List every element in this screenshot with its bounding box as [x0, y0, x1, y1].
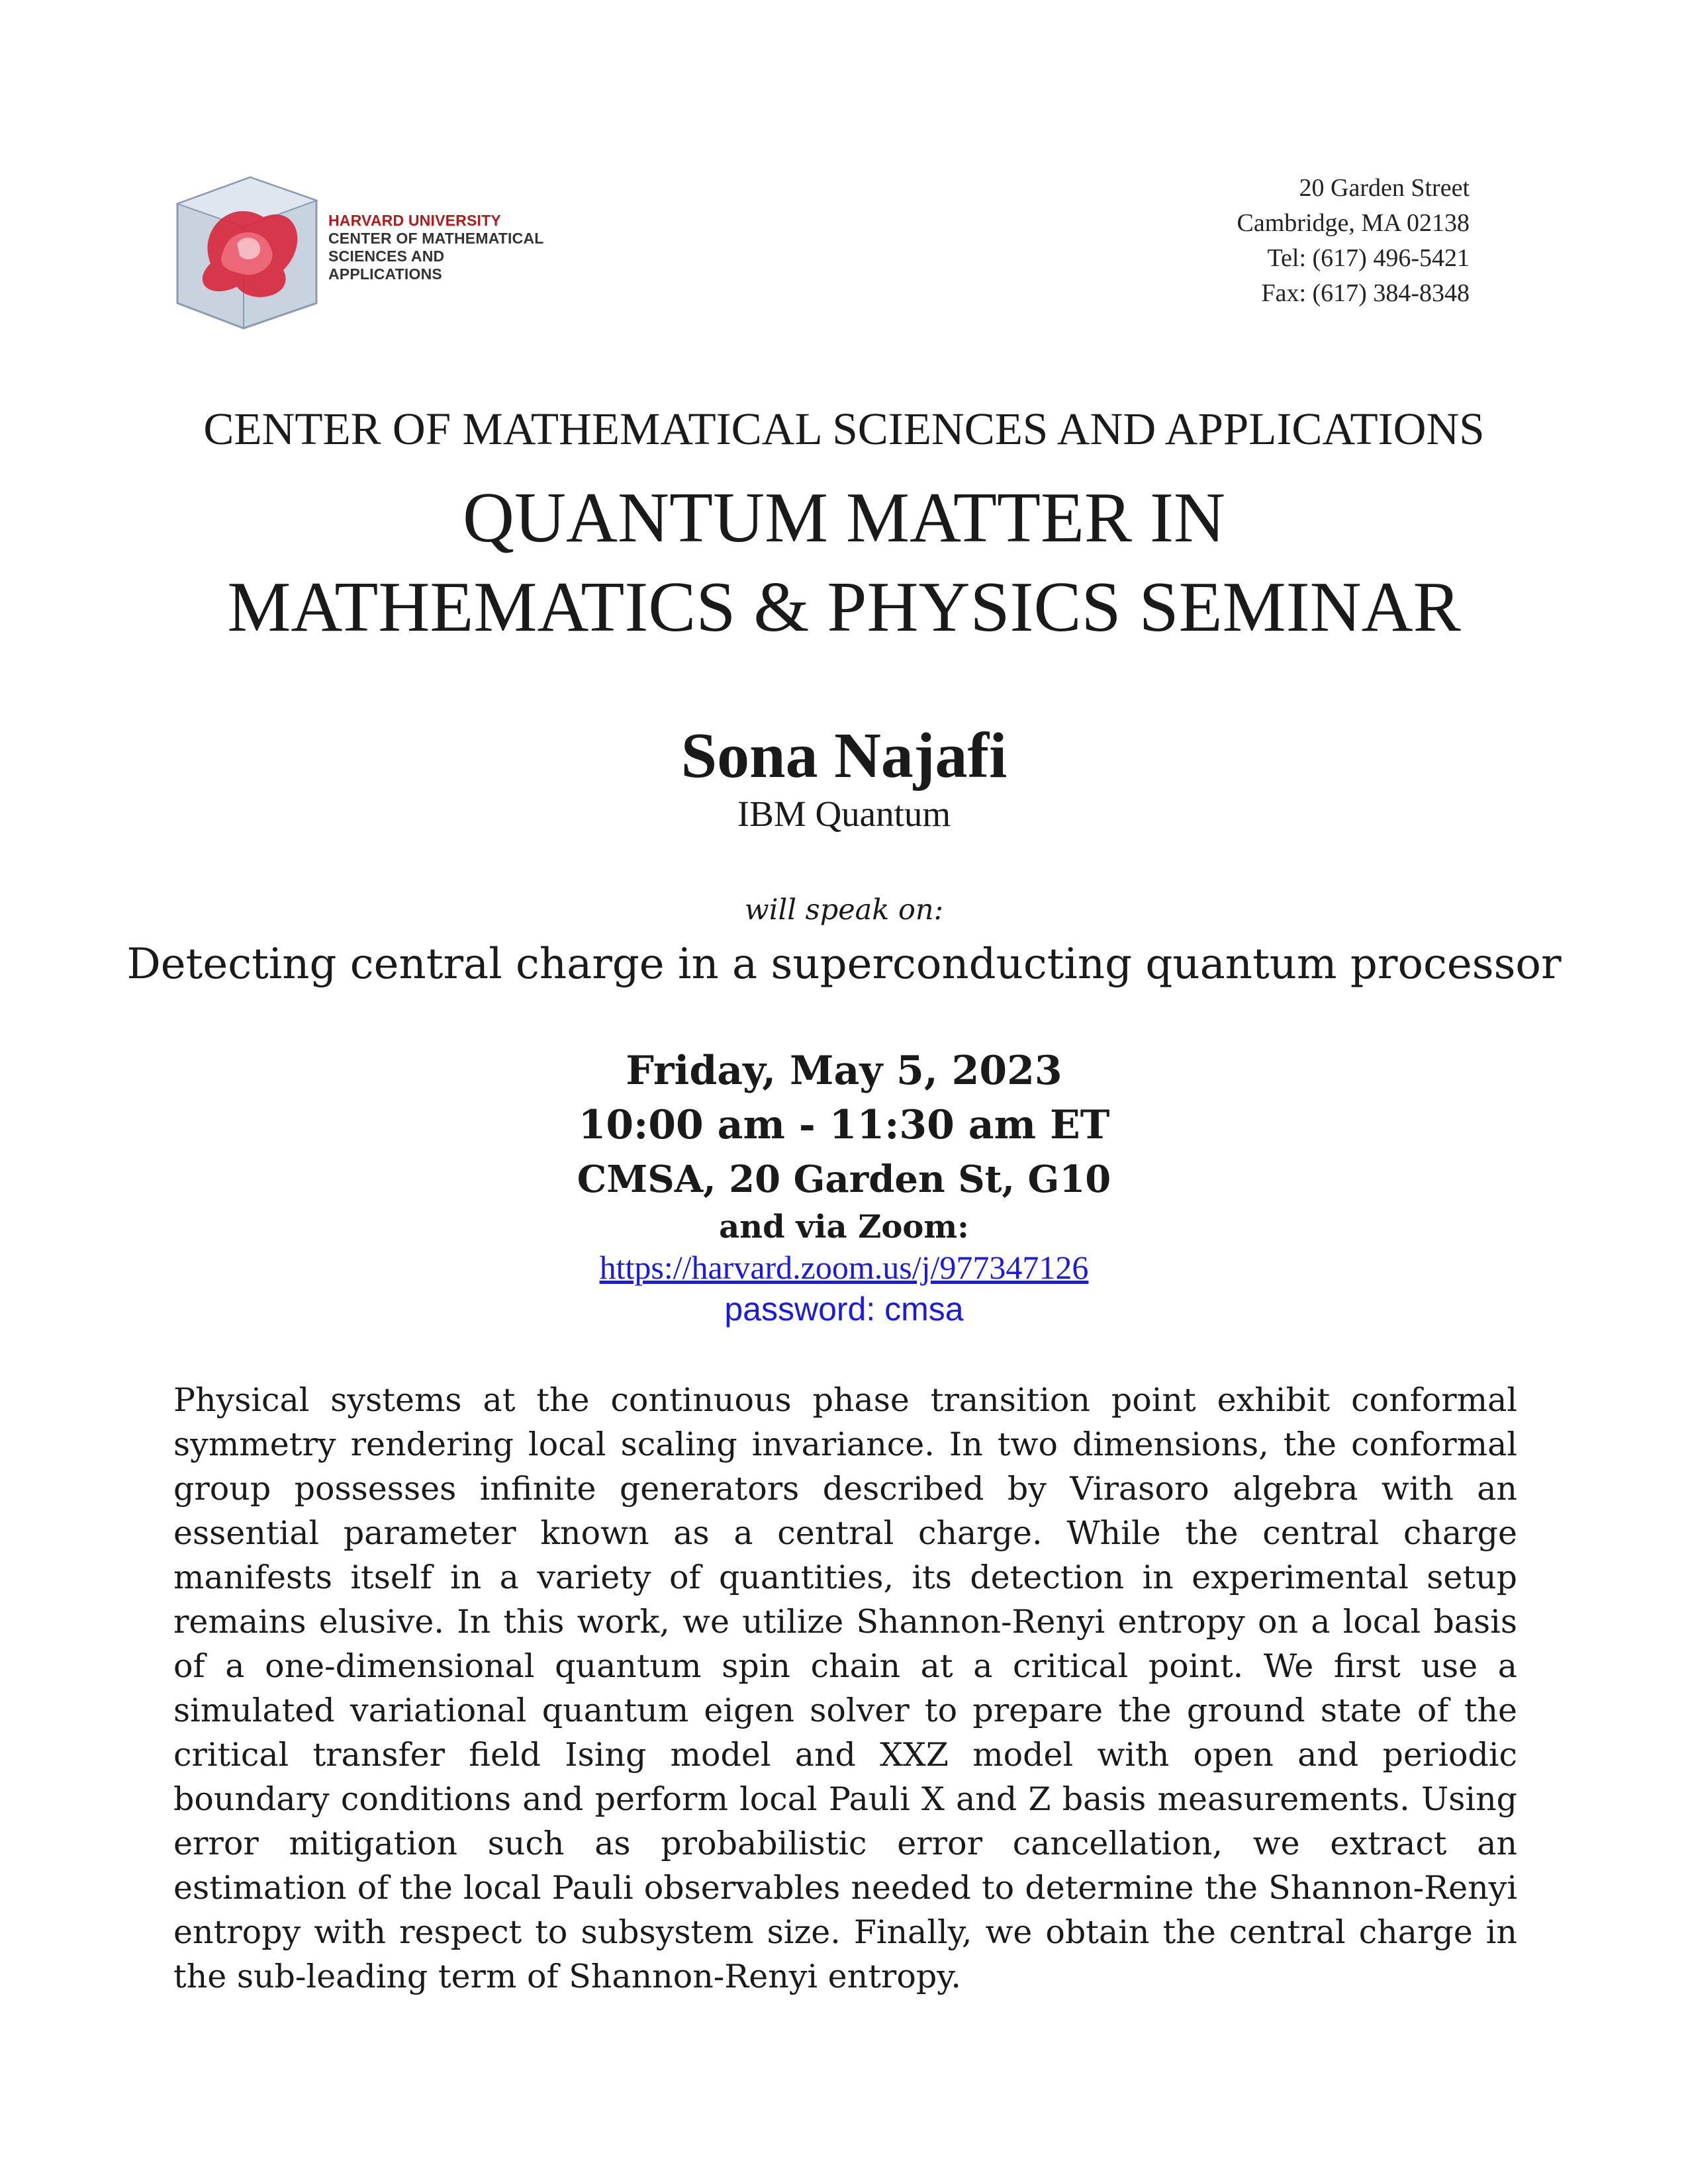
- logo-sciences-line: SCIENCES AND APPLICATIONS: [328, 248, 445, 283]
- address-street: 20 Garden Street: [1299, 174, 1470, 202]
- abstract-text: Physical systems at the continuous phase transition point exhibit conformal symmetry rendering local scaling invariance. In two dimensions, the conformal group possesses infinite generators described by Virasoro algebra with an essential parameter known as a central charge. While the central charge manifests itself in a variety of quantities, its detection in experimental setup remains elusive. In this work, we utilize Shannon-Renyi entropy on a local basis of a one-dimensional quantum spin chain at a critical point. We first use a simulated variational quantum eigen solver to prepare the ground state of the critical transfer field Ising model and XXZ model with open and periodic boundary conditions and perform local Pauli X and Z basis measurements. Using error mitigation such as probabilistic error cancellation, we extract an estimation of the local Pauli observables needed to determine the Shannon-Renyi entropy with respect to subsystem size. Finally, we obtain the central charge in the sub-leading term of Shannon-Renyi entropy.: [173, 1381, 1517, 1995]
- address-tel: Tel: (617) 496-5421: [1267, 244, 1470, 272]
- address-block: [1237, 171, 1470, 311]
- talk-intro: will speak on:: [744, 893, 944, 927]
- zoom-link-row: [0, 1246, 1688, 1289]
- seminar-title: [0, 473, 1688, 652]
- speaker-affiliation: IBM Quantum: [737, 794, 951, 834]
- zoom-label: and via Zoom:: [719, 1208, 969, 1246]
- seminar-title-line2: MATHEMATICS & PHYSICS SEMINAR: [227, 568, 1461, 647]
- zoom-link[interactable]: https://harvard.zoom.us/j/977347126: [599, 1249, 1089, 1286]
- address-city: Cambridge, MA 02138: [1237, 209, 1470, 237]
- logo-center-line: CENTER OF MATHEMATICAL: [328, 230, 544, 247]
- center-name: CENTER OF MATHEMATICAL SCIENCES AND APPLICATIONS: [203, 404, 1485, 454]
- event-time: 10:00 am - 11:30 am ET: [578, 1102, 1110, 1148]
- event-location: CMSA, 20 Garden St, G10: [577, 1158, 1111, 1201]
- logo-wordmark: [328, 212, 547, 283]
- zoom-password: password: cmsa: [724, 1291, 964, 1328]
- address-fax: Fax: (617) 384-8348: [1261, 279, 1470, 307]
- event-date: Friday, May 5, 2023: [626, 1048, 1062, 1094]
- logo-university: HARVARD UNIVERSITY: [328, 212, 501, 229]
- cmsa-cube-logo-icon: [171, 164, 323, 330]
- cmsa-logo: [171, 164, 544, 330]
- talk-title: Detecting central charge in a superconducting quantum processor: [126, 940, 1562, 989]
- seminar-title-line1: QUANTUM MATTER IN: [463, 478, 1225, 557]
- speaker-name: Sona Najafi: [680, 720, 1008, 792]
